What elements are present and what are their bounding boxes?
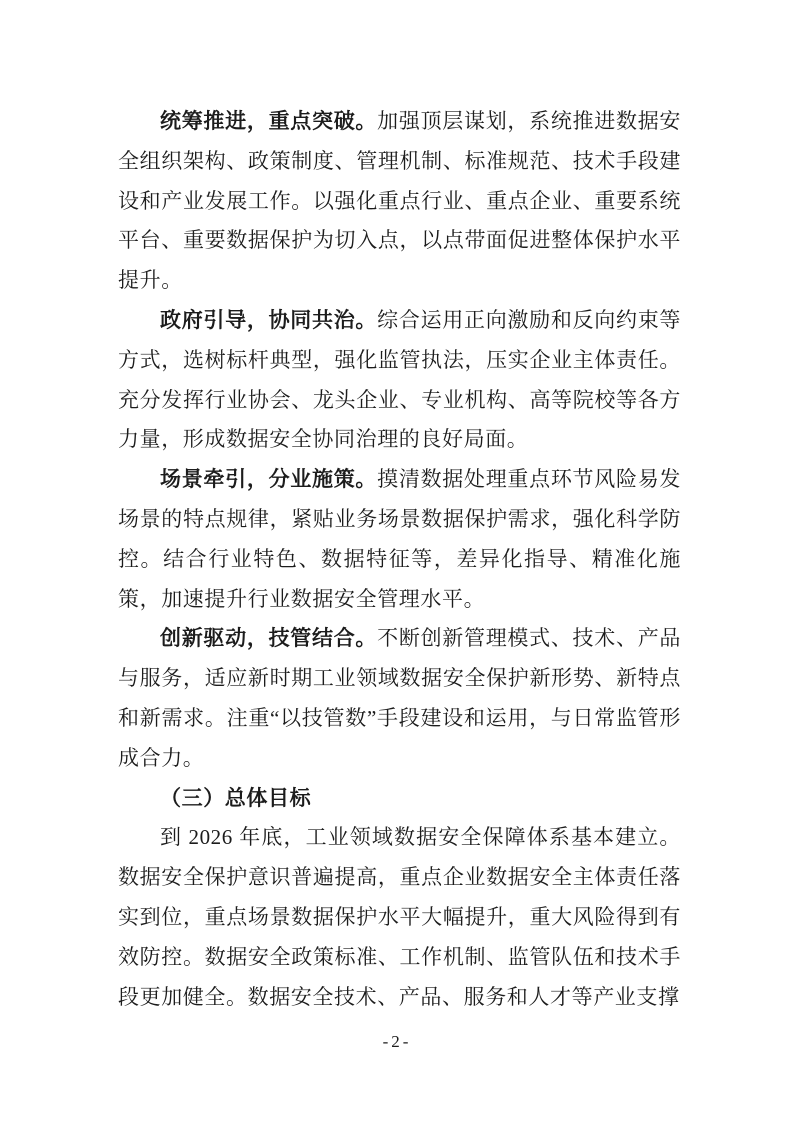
paragraph-lead-bold: 政府引导，协同共治。 (160, 307, 378, 332)
paragraph-principle-4 (118, 619, 681, 778)
paragraph-body-text: 到 2026 年底，工业领域数据安全保障体系基本建立。数据安全保护意识普遍提高，重点企业数据安全主体责任落实到位，重点场景数据保护水平大幅提升，重大风险得到有效防控。数据安全政策标准、工作机制、监管队伍和技术手段更加健全。数据安全技术、产品、服务和人才等产业支撑 (118, 825, 681, 1009)
paragraph-body-text: 综合运用正向激励和反向约束等方式，选树标杆典型，强化监管执法，压实企业主体责任。充分发挥行业协会、龙头企业、专业机构、高等院校等各方力量，形成数据安全协同治理的良好局面。 (118, 307, 682, 452)
document-body (118, 102, 681, 1017)
paragraph-principle-1 (118, 102, 681, 301)
paragraph-lead-bold: 统筹推进，重点突破。 (160, 109, 378, 133)
page-number: -2- (382, 1032, 412, 1051)
paragraph-body-text: 不断创新管理模式、技术、产品与服务，适应新时期工业领域数据安全保护新形势、新特点和新需求。注重“以技管数”手段建设和运用，与日常监管形成合力。 (118, 626, 682, 770)
paragraph-body-text: 摸清数据处理重点环节风险易发场景的特点规律，紧贴业务场景数据保护需求，强化科学防控。结合行业特色、数据特征等，差异化指导、精准化施策，加速提升行业数据安全管理水平。 (118, 467, 682, 611)
paragraph-principle-3 (118, 460, 681, 619)
paragraph-principle-2 (118, 301, 681, 460)
paragraph-goal (118, 818, 681, 1017)
paragraph-body-text: 加强顶层谋划，系统推进数据安全组织架构、政策制度、管理机制、标准规范、技术手段建设和产业发展工作。以强化重点行业、重点企业、重要系统平台、重要数据保护为切入点，以点带面促进整体保护水平提升。 (118, 109, 682, 293)
section-heading: （三）总体目标 (160, 785, 312, 810)
paragraph-lead-bold: 创新驱动，技管结合。 (160, 626, 378, 651)
paragraph-lead-bold: 场景牵引，分业施策。 (160, 467, 378, 492)
